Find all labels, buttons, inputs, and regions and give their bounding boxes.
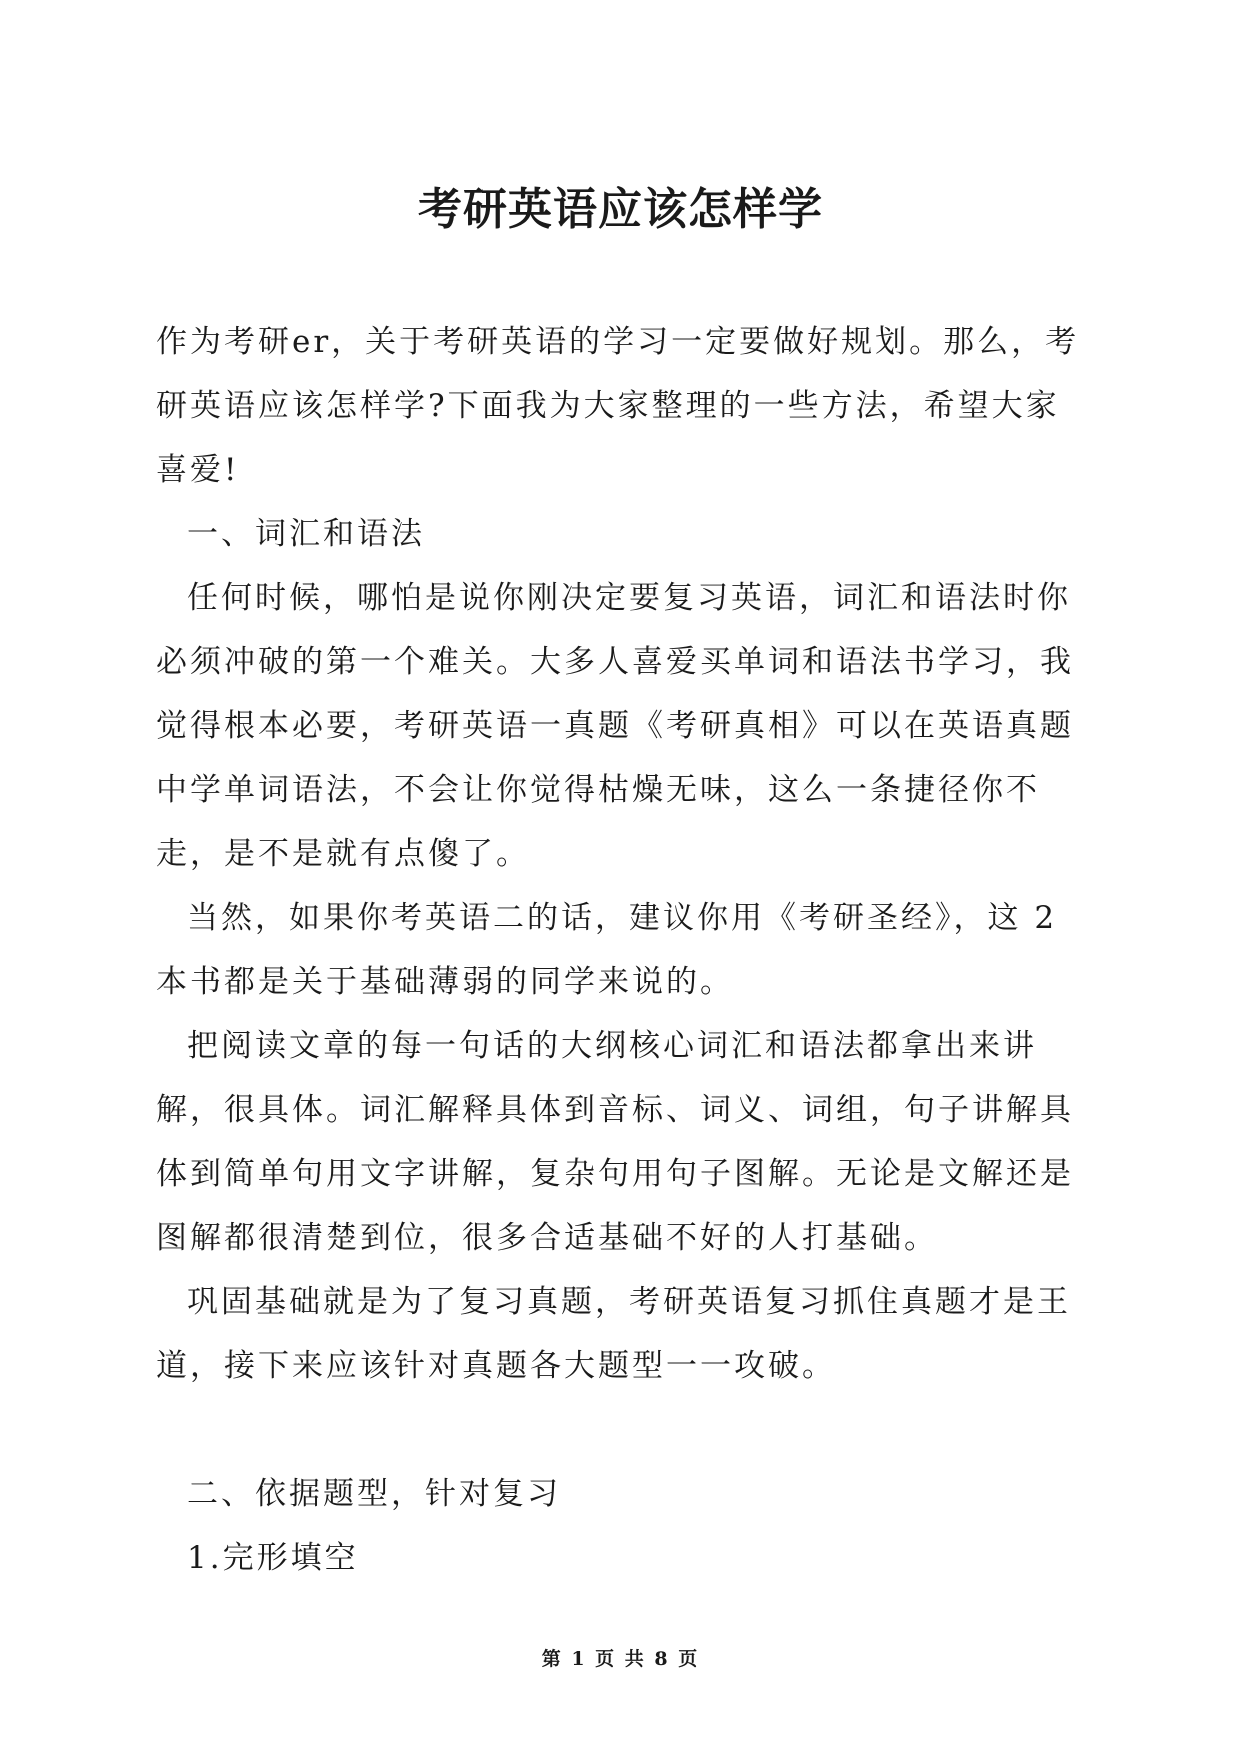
vocabulary-paragraph: 任何时候，哪怕是说你刚决定要复习英语，词汇和语法时你必须冲破的第一个难关。大多人喜爱买单词和语法书学习，我觉得根本必要，考研英语一真题《考研真相》可以在英语真题中学单词语法，不会让你觉得枯燥无味，这么一条捷径你不走，是不是就有点傻了。 <box>156 580 1074 872</box>
consolidate-paragraph: 巩固基础就是为了复习真题，考研英语复习抓住真题才是王道，接下来应该针对真题各大题型一一攻破。 <box>156 1284 1071 1384</box>
section-heading-question-types: 二、依据题型，针对复习 <box>187 1476 561 1512</box>
section-heading-vocabulary-grammar: 一、词汇和语法 <box>187 516 425 552</box>
english-two-paragraph: 当然，如果你考英语二的话，建议你用《考研圣经》，这 2 本书都是关于基础薄弱的同学来说的。 <box>156 900 1058 1000</box>
page-title: 考研英语应该怎样学 <box>418 184 823 235</box>
page-footer: 第 1 页 共 8 页 <box>541 1648 700 1670</box>
document-body <box>156 310 1086 1590</box>
paragraph-gap <box>156 1398 1086 1462</box>
intro-paragraph: 作为考研er，关于考研英语的学习一定要做好规划。那么，考研英语应该怎样学?下面我为大家整理的一些方法，希望大家喜爱! <box>156 324 1080 488</box>
subheading-cloze: 1.完形填空 <box>187 1540 359 1576</box>
reading-explanation-paragraph: 把阅读文章的每一句话的大纲核心词汇和语法都拿出来讲解，很具体。词汇解释具体到音标、词义、词组，句子讲解具体到简单句用文字讲解，复杂句用句子图解。无论是文解还是图解都很清楚到位，很多合适基础不好的人打基础。 <box>156 1028 1074 1256</box>
